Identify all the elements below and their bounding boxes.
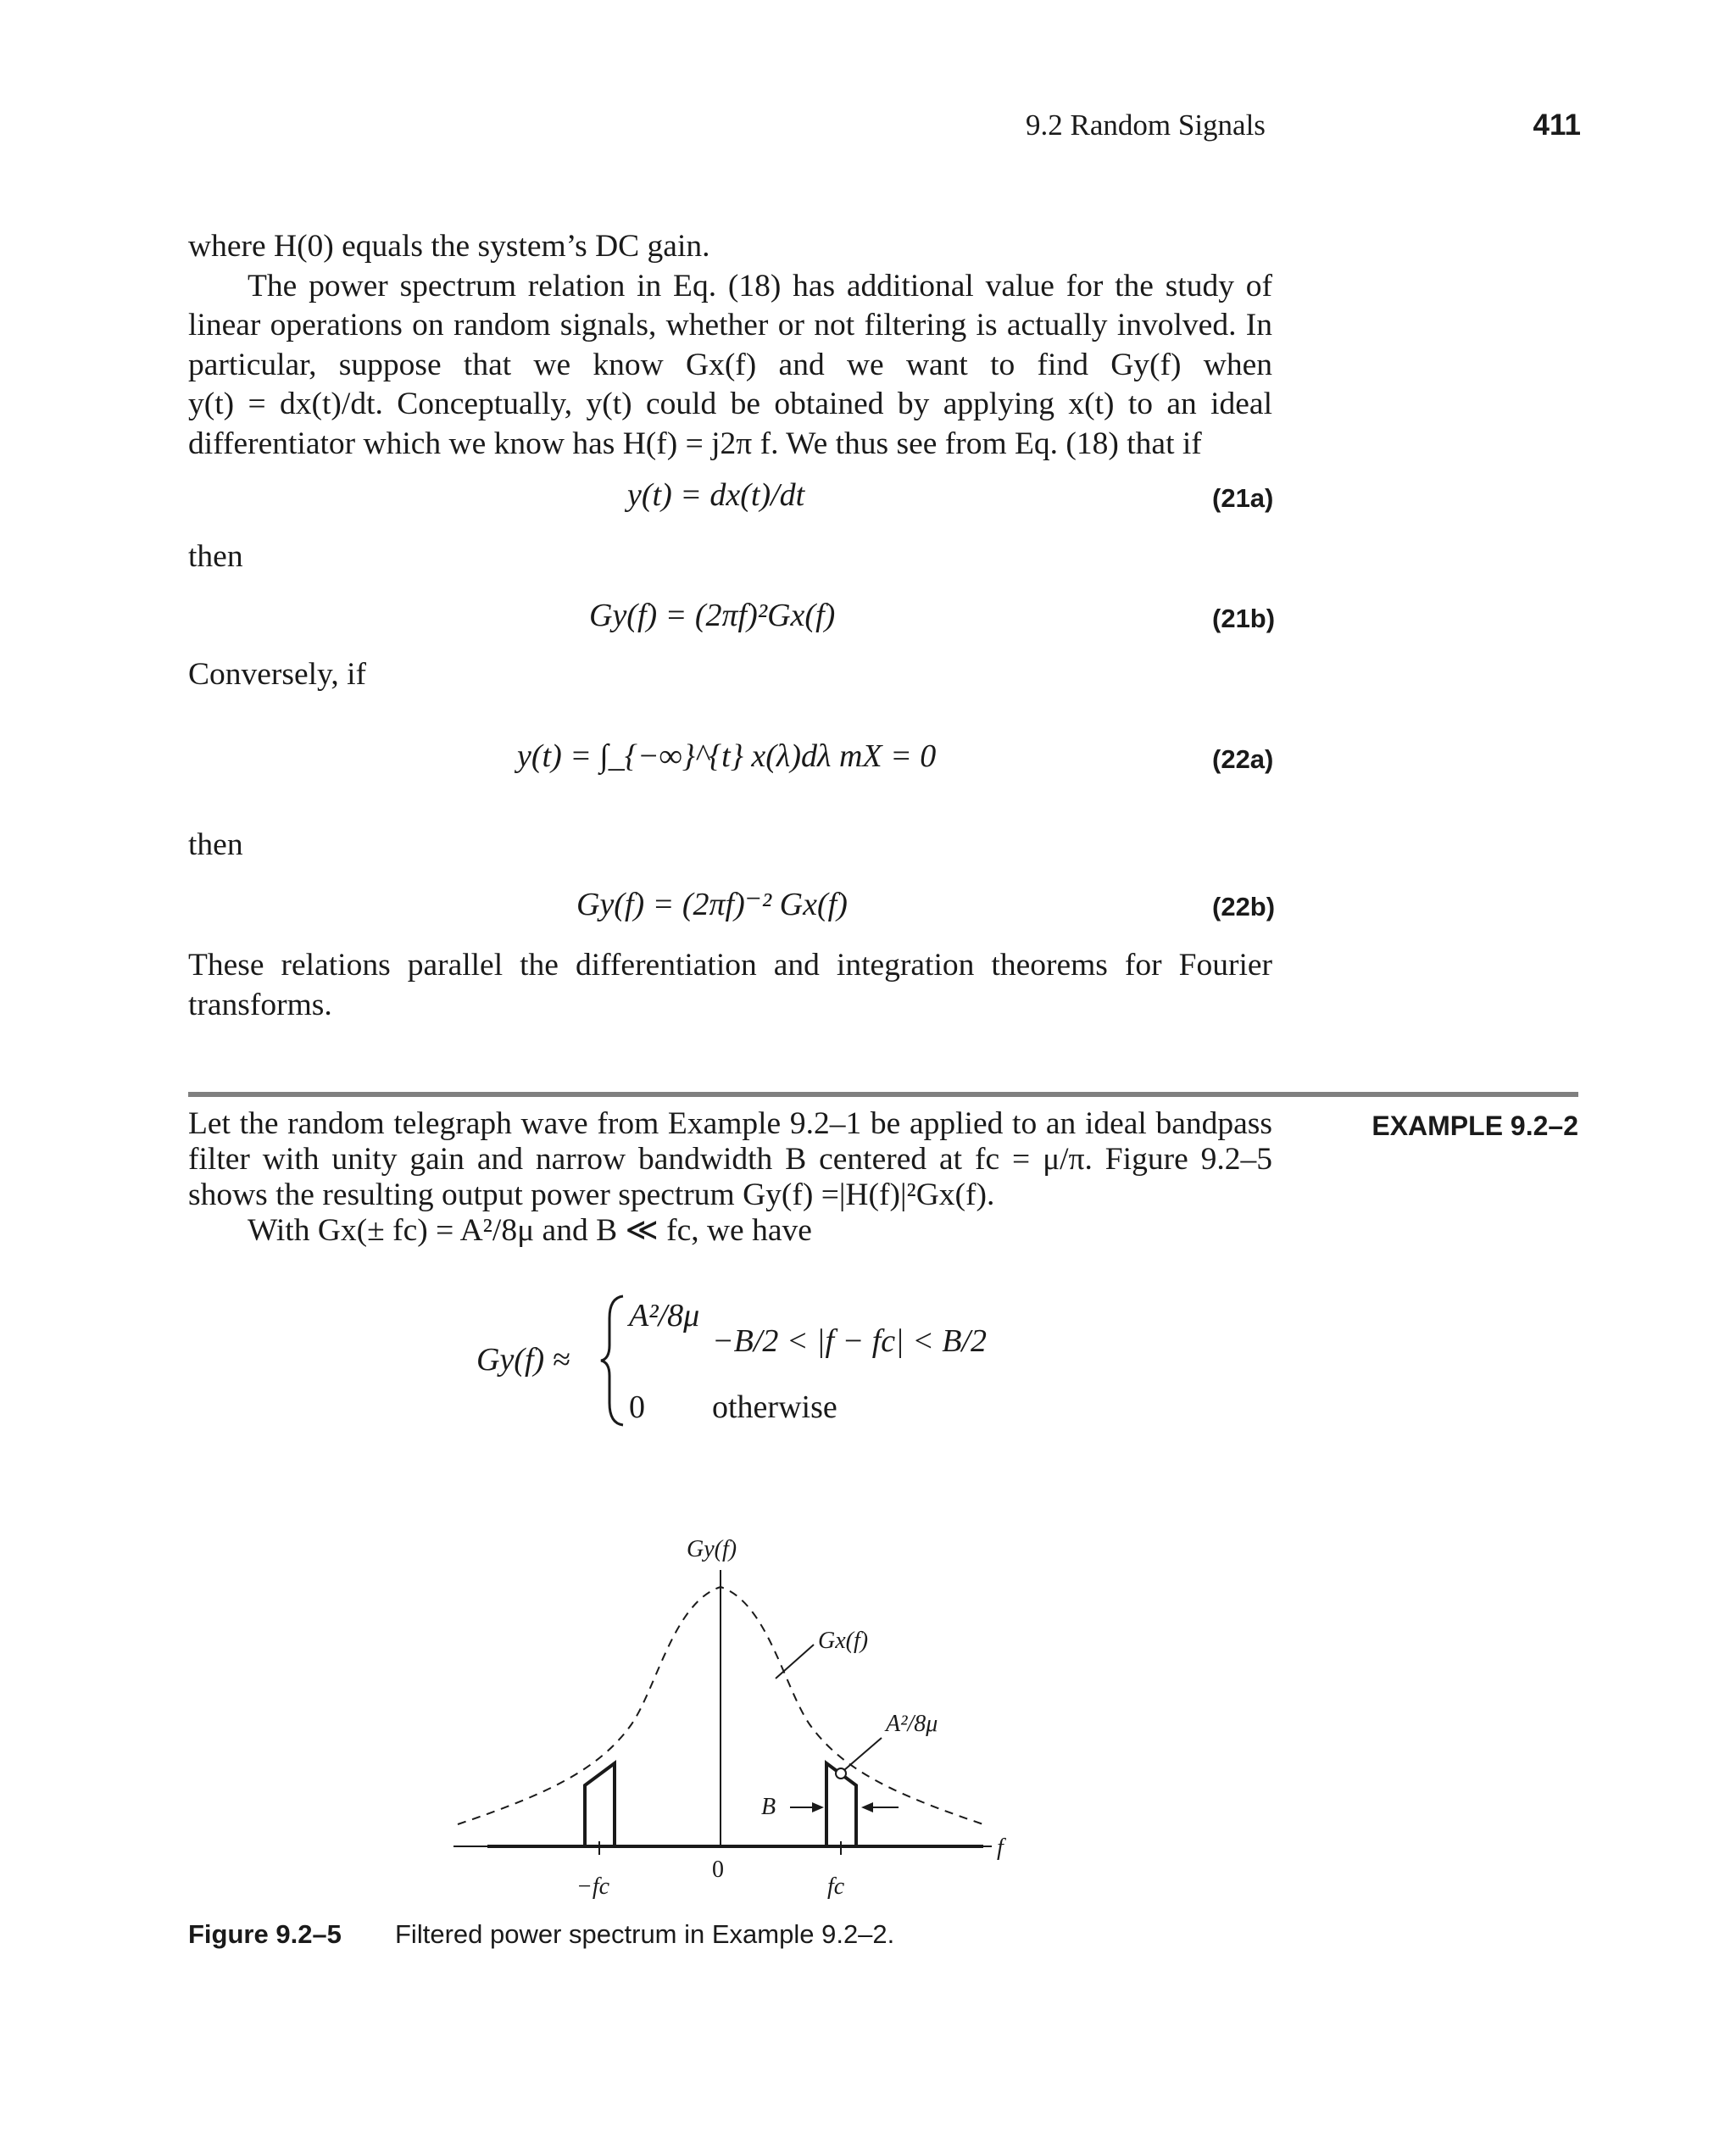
figure-x-axis-label: f <box>997 1834 1004 1861</box>
figure-curve-label: Gx(f) <box>818 1628 869 1654</box>
figure-caption-label: Figure 9.2–5 <box>188 1919 342 1949</box>
example-line2: filter with unity gain and narrow bandwidth B centered at fc = μ/π. Figure 9.2–5 <box>188 1142 1272 1177</box>
then-2: then <box>188 827 243 862</box>
example-line4: With Gx(± fc) = A²/8μ and B ≪ fc, we have <box>248 1213 812 1248</box>
example-label: EXAMPLE 9.2–2 <box>1372 1111 1578 1141</box>
para2-line2: transforms. <box>188 987 332 1022</box>
page-number: 411 <box>1533 109 1581 142</box>
example-line3: shows the resulting output power spectrum Gy(f) =|H(f)|²Gx(f). <box>188 1177 995 1212</box>
equation-22a: y(t) = ∫_{−∞}^{t} x(λ)dλ mX = 0 <box>517 738 937 774</box>
case2-condition-text: otherwise <box>712 1389 837 1425</box>
para1-line2: The power spectrum relation in Eq. (18) has additional value for the study of <box>248 268 1272 303</box>
piecewise-case2-condition <box>712 1389 837 1426</box>
then-1: then <box>188 539 243 574</box>
bandwidth-arrowhead-right <box>861 1802 873 1812</box>
level-leader <box>844 1738 882 1770</box>
para1-line4: particular, suppose that we know Gx(f) and we want to find Gy(f) when <box>188 347 1272 382</box>
case2-value-text: 0 <box>629 1389 645 1425</box>
figure-tick-zero-label: 0 <box>712 1857 724 1883</box>
piecewise-lhs: Gy(f) ≈ <box>476 1342 570 1378</box>
figure-tick-neg-label: −fc <box>576 1873 610 1900</box>
figure-bandwidth-label: B <box>761 1794 776 1820</box>
para1-line3: linear operations on random signals, whether or not filtering is actually involved. In <box>188 308 1272 342</box>
left-band <box>585 1763 615 1846</box>
para1-line6: differentiator which we know has H(f) = j2π f. We thus see from Eq. (18) that if <box>188 426 1202 461</box>
figure-9-2-5 <box>441 1526 1051 1933</box>
para2-line1: These relations parallel the differentiation and integration theorems for Fourier <box>188 948 1272 983</box>
bandwidth-arrowhead-left <box>812 1802 824 1812</box>
figure-ylabel: Gy(f) <box>687 1536 737 1562</box>
piecewise-brace <box>598 1293 628 1428</box>
example-body <box>188 1106 1272 1249</box>
running-head: 9.2 Random Signals <box>1026 109 1266 142</box>
piecewise-case1-condition: −B/2 < |f − fc| < B/2 <box>712 1323 987 1359</box>
equation-number-21a: (21a) <box>1212 483 1274 513</box>
para1-line1: where H(0) equals the system’s DC gain. <box>188 229 710 264</box>
equation-21b: Gy(f) = (2πf)²Gx(f) <box>589 598 836 633</box>
paragraph-1 <box>188 227 1272 464</box>
para1-line5: y(t) = dx(t)/dt. Conceptually, y(t) could be obtained by applying x(t) to an ideal <box>188 387 1272 421</box>
paragraph-2 <box>188 946 1272 1025</box>
equation-number-22b: (22b) <box>1212 892 1276 921</box>
equation-21a: y(t) = dx(t)/dt <box>627 477 805 513</box>
conversely-text: Conversely, if <box>188 657 367 692</box>
equation-22b: Gy(f) = (2πf)⁻² Gx(f) <box>576 887 848 922</box>
piecewise-case1-value: A²/8μ <box>629 1298 700 1333</box>
equation-number-21b: (21b) <box>1212 604 1276 633</box>
figure-level-label: A²/8μ <box>886 1711 938 1737</box>
curve-leader <box>776 1645 814 1679</box>
piecewise-case2-value <box>629 1389 645 1426</box>
figure-caption-text: Filtered power spectrum in Example 9.2–2. <box>395 1919 895 1949</box>
figure-tick-pos-label: fc <box>827 1873 845 1900</box>
equation-number-22a: (22a) <box>1212 744 1274 774</box>
example-divider <box>188 1092 1578 1097</box>
example-line1: Let the random telegraph wave from Example 9.2–1 be applied to an ideal bandpass <box>188 1106 1272 1141</box>
